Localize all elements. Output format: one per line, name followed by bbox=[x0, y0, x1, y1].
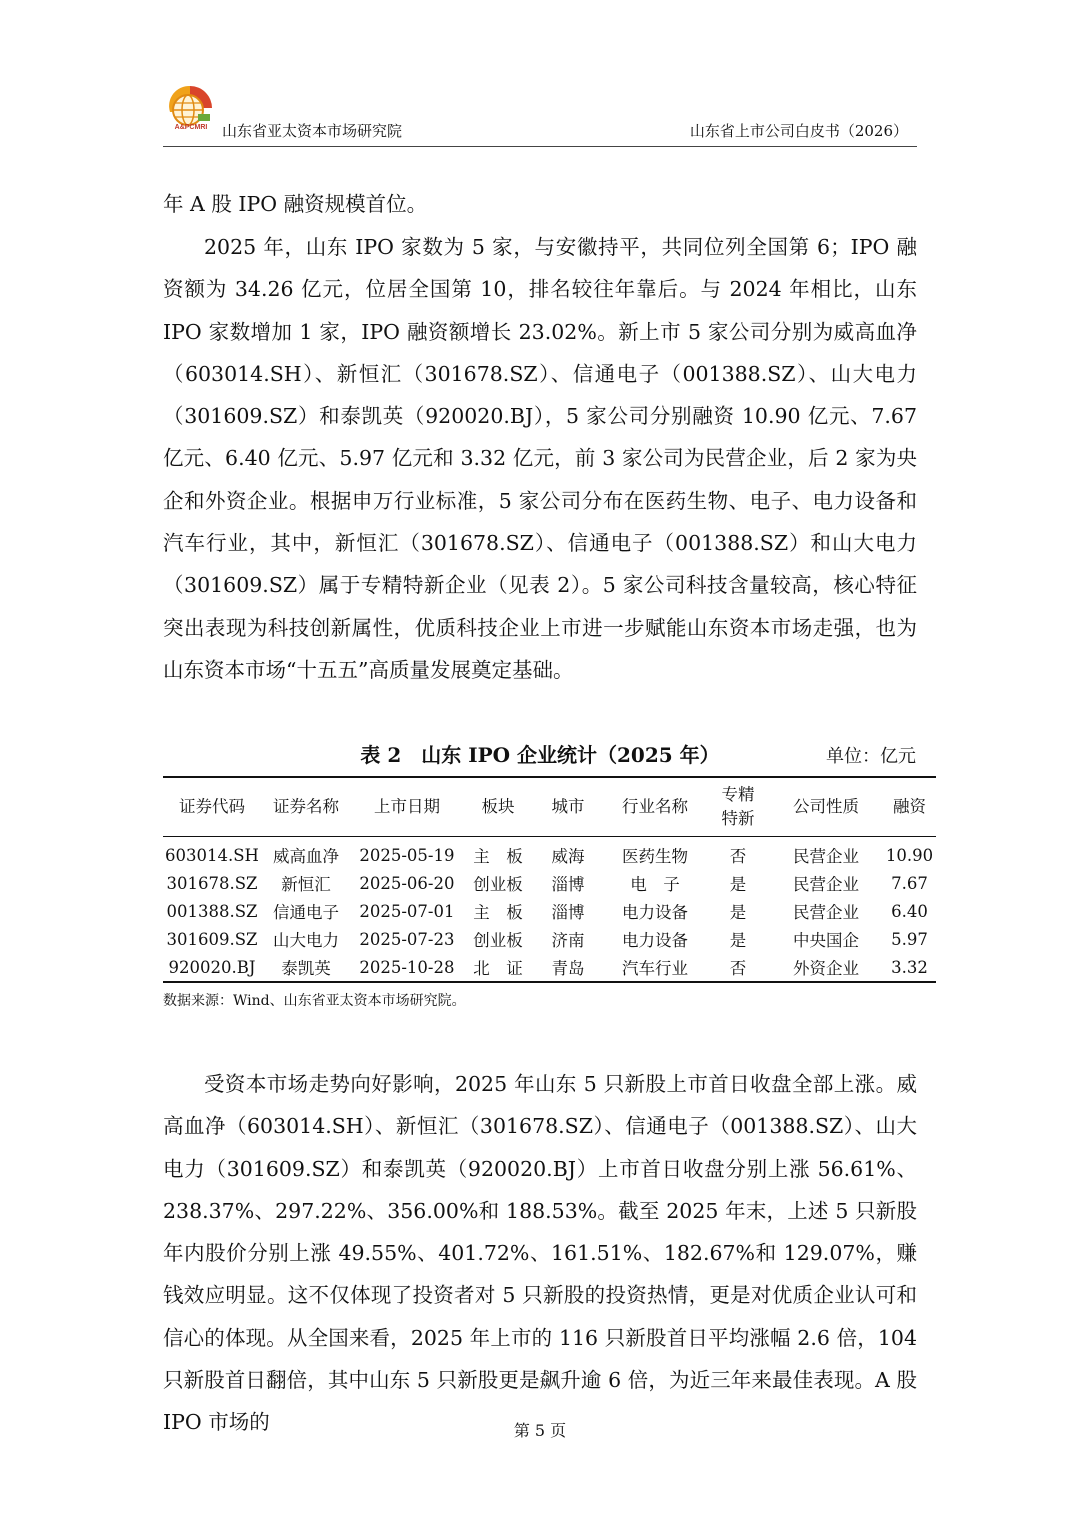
table-title: 表 2 山东 IPO 企业统计（2025 年） bbox=[360, 743, 720, 767]
table-cell: 10.90 bbox=[885, 845, 934, 865]
table-cell: 山大电力 bbox=[272, 931, 339, 950]
table-cell: 2025-07-23 bbox=[359, 929, 455, 949]
table-cell: 电 子 bbox=[630, 875, 680, 894]
table-cell: 民营企业 bbox=[792, 847, 859, 866]
table-row bbox=[163, 837, 936, 870]
table-cell: 电力设备 bbox=[621, 903, 688, 922]
col-header: 融资 bbox=[883, 777, 936, 837]
table-cell: 创业板 bbox=[473, 931, 523, 950]
col-header: 证券代码 bbox=[163, 777, 261, 837]
col-header: 城市 bbox=[533, 777, 603, 837]
page-number: 第 5 页 bbox=[513, 1421, 567, 1440]
table-cell: 603014.SH bbox=[165, 845, 259, 865]
table-cell: 医药生物 bbox=[621, 847, 688, 866]
table-cell: 2025-06-20 bbox=[359, 873, 455, 893]
header-doc-title: 山东省上市公司白皮书（2026） bbox=[689, 122, 908, 140]
col-header: 板块 bbox=[463, 777, 533, 837]
table-cell: 青岛 bbox=[533, 953, 603, 982]
table-source: 数据来源：Wind、山东省亚太资本市场研究院。 bbox=[163, 993, 466, 1009]
table-cell: 中央国企 bbox=[792, 931, 859, 950]
table-cell: 2025-07-01 bbox=[359, 901, 455, 921]
paragraph-first-day-performance: 受资本市场走势向好影响，2025 年山东 5 只新股上市首日收盘全部上涨。威高血净（603014.SH）、新恒汇（301678.SZ）、信通电子（001388.SZ）、山大电力（301609.SZ）和泰凯英（920020.BJ）上市首日收盘分别上涨 56.61%、238.37%、297.22%、356.00%和 188.53%。截至 2025 年末，上述 5 只新股年内股价分别上涨 49.55%、401.72%、161.51%、182.67%和 129.07%，赚钱效应明显。这不仅体现了投资者对 5 只新股的投资热情，更是对优质企业认可和信心的体现。从全国来看，2025 年上市的 116 只新股首日平均涨幅 2.6 倍，104 只新股首日翻倍，其中山东 5 只新股更是飙升逾 6 倍，为近三年来最佳表现。A 股 IPO 市场的 bbox=[163, 1072, 917, 1435]
table-cell: 汽车行业 bbox=[603, 953, 707, 982]
table-cell: 7.67 bbox=[891, 873, 928, 893]
table-row bbox=[163, 925, 936, 953]
table-cell: 否 bbox=[729, 847, 747, 866]
table-cell: 是 bbox=[729, 931, 747, 950]
table-cell: 001388.SZ bbox=[166, 901, 258, 921]
table-cell: 否 bbox=[707, 953, 769, 982]
table-cell: 3.32 bbox=[883, 953, 936, 982]
ipo-table bbox=[163, 776, 936, 983]
table-cell: 301678.SZ bbox=[166, 873, 258, 893]
logo-caption: A&PCMRI bbox=[174, 124, 208, 131]
paragraph-continuation: 年 A 股 IPO 融资规模首位。 bbox=[163, 192, 428, 216]
table-unit: 单位：亿元 bbox=[826, 746, 916, 767]
table-cell: 威高血净 bbox=[272, 847, 339, 866]
table-cell: 电力设备 bbox=[621, 931, 688, 950]
table-row bbox=[163, 869, 936, 897]
table-cell: 301609.SZ bbox=[166, 929, 258, 949]
table-cell: 2025-05-19 bbox=[359, 845, 455, 865]
table-cell: 主 板 bbox=[473, 903, 523, 922]
table-cell: 北 证 bbox=[463, 953, 533, 982]
table-row bbox=[163, 897, 936, 925]
table-cell: 淄博 bbox=[551, 875, 585, 894]
table-row bbox=[163, 953, 936, 982]
table-cell: 泰凯英 bbox=[261, 953, 351, 982]
table-cell: 民营企业 bbox=[792, 903, 859, 922]
table-cell: 威海 bbox=[551, 847, 585, 866]
col-header: 上市日期 bbox=[351, 777, 463, 837]
header-divider bbox=[163, 146, 917, 147]
table-cell: 是 bbox=[729, 903, 747, 922]
table-cell: 新恒汇 bbox=[281, 875, 331, 894]
table-cell: 5.97 bbox=[891, 929, 928, 949]
header-institute: 山东省亚太资本市场研究院 bbox=[222, 122, 403, 140]
table-cell: 主 板 bbox=[473, 847, 523, 866]
col-header: 行业名称 bbox=[603, 777, 707, 837]
table-header-row bbox=[163, 777, 936, 837]
table-cell: 2025-10-28 bbox=[351, 953, 463, 982]
table-cell: 创业板 bbox=[473, 875, 523, 894]
table-cell: 济南 bbox=[551, 931, 585, 950]
col-header: 公司性质 bbox=[769, 777, 883, 837]
table-cell: 920020.BJ bbox=[163, 953, 261, 982]
table-cell: 6.40 bbox=[891, 901, 928, 921]
table-cell: 外资企业 bbox=[769, 953, 883, 982]
table-cell: 淄博 bbox=[551, 903, 585, 922]
table-cell: 信通电子 bbox=[272, 903, 339, 922]
table-cell: 民营企业 bbox=[792, 875, 859, 894]
col-header: 证券名称 bbox=[261, 777, 351, 837]
col-header: 专精 特新 bbox=[707, 777, 769, 837]
paragraph-ipo-overview: 2025 年，山东 IPO 家数为 5 家，与安徽持平，共同位列全国第 6；IPO 融资额为 34.26 亿元，位居全国第 10，排名较往年靠后。与 2024 年相比，山东 IPO 家数增加 1 家，IPO 融资额增长 23.02%。新上市 5 家公司分别为威高血净（603014.SH）、新恒汇（301678.SZ）、信通电子（001388.SZ）、山大电力（301609.SZ）和泰凯英（920020.BJ），5 家公司分别融资 10.90 亿元、7.67 亿元、6.40 亿元、5.97 亿元和 3.32 亿元，前 3 家公司为民营企业，后 2 家为央企和外资企业。根据申万行业标准，5 家公司分布在医药生物、电子、电力设备和汽车行业，其中，新恒汇（301678.SZ）、信通电子（001388.SZ）和山大电力（301609.SZ）属于专精特新企业（见表 2）。5 家公司科技含量较高，核心特征突出表现为科技创新属性，优质科技企业上市进一步赋能山东资本市场走强，也为山东资本市场“十五五”高质量发展奠定基础。 bbox=[163, 235, 917, 682]
table-cell: 是 bbox=[729, 875, 747, 894]
